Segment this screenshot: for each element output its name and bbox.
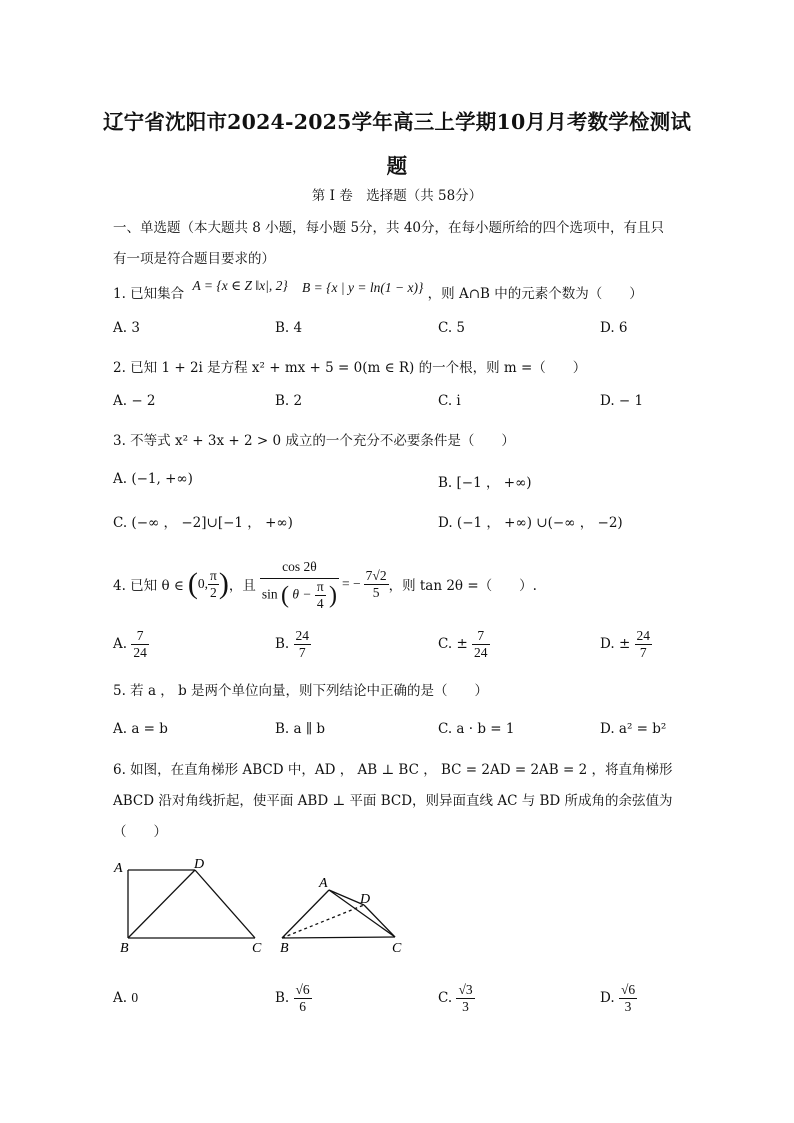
q6-b-num: √6 bbox=[295, 982, 310, 997]
q4-pi-over-2 bbox=[208, 568, 219, 601]
q4-a-fraction bbox=[131, 628, 149, 661]
q6-d-fraction bbox=[619, 982, 637, 1015]
q6-b-letter: B. bbox=[275, 990, 290, 1006]
q1-set-b: B = {x | y = ln(1 − x)} bbox=[302, 280, 424, 295]
q1-option-d[interactable]: D. 6 bbox=[600, 320, 628, 336]
q6-c-letter: C. bbox=[438, 990, 453, 1006]
edge-dc-folded bbox=[364, 905, 395, 937]
q4-b-den: 7 bbox=[298, 645, 306, 660]
label-b-left: B bbox=[120, 941, 129, 956]
q4-rhs-den: 5 bbox=[372, 584, 380, 600]
folded-figure bbox=[282, 890, 395, 938]
q4-d-fraction bbox=[635, 628, 653, 661]
q6-b-den: 6 bbox=[299, 999, 306, 1014]
trapezoid-figure bbox=[128, 870, 255, 938]
q4-four: 4 bbox=[316, 596, 324, 611]
q1-option-a[interactable]: A. 3 bbox=[113, 320, 140, 336]
edge-ba bbox=[282, 890, 329, 938]
label-a-right: A bbox=[319, 876, 328, 891]
title-line-1: 辽宁省沈阳市2024-2025学年高三上学期10月月考数学检测试 bbox=[102, 110, 692, 134]
q4-sin-den bbox=[260, 579, 339, 612]
q4-suffix: ，则 tan 2θ =（ ）. bbox=[388, 578, 537, 594]
label-c-right: C bbox=[392, 941, 402, 956]
q4-main-fraction bbox=[260, 556, 339, 612]
q4-option-a[interactable] bbox=[113, 628, 149, 661]
instructions-line-2: 有一项是符合题目要求的） bbox=[113, 251, 275, 267]
q6-option-c[interactable] bbox=[438, 982, 475, 1015]
q1-option-c[interactable]: C. 5 bbox=[438, 320, 466, 336]
title-line-2: 题 bbox=[386, 154, 408, 178]
q4-c-fraction bbox=[472, 628, 490, 661]
q4-b-num: 24 bbox=[295, 628, 310, 643]
q4-a-den: 24 bbox=[133, 645, 147, 660]
q4-interval-left: 0, bbox=[197, 576, 208, 591]
q4-prefix: 4. 已知 θ ∈ bbox=[113, 578, 184, 594]
question-6-stem-line-1: 6. 如图，在直角梯形 ABCD 中，AD ， AB ⊥ BC ， BC = 2AD = 2AB = 2 ，将直角梯形 bbox=[113, 762, 673, 778]
q4-den-open-paren: ( bbox=[280, 582, 289, 609]
q4-option-c[interactable] bbox=[438, 628, 490, 661]
q6-d-den: 3 bbox=[624, 999, 632, 1014]
q6-option-b[interactable] bbox=[275, 982, 312, 1015]
q4-rhs-num: 7√2 bbox=[365, 567, 387, 583]
label-d-right: D bbox=[360, 892, 371, 907]
q4-two: 2 bbox=[210, 584, 217, 600]
q6-d-num: √6 bbox=[620, 982, 636, 997]
q2-option-d[interactable]: D. − 1 bbox=[600, 393, 644, 409]
q4-c-num: 7 bbox=[472, 628, 490, 645]
question-6-stem-line-3: （ ） bbox=[113, 824, 167, 840]
q4-pi-2: π bbox=[316, 579, 324, 594]
q4-d-num: 24 bbox=[636, 628, 651, 643]
q4-option-d[interactable] bbox=[600, 628, 652, 661]
q5-option-b[interactable]: B. a ∥ b bbox=[275, 721, 326, 737]
q4-c-letter: C. bbox=[438, 636, 453, 652]
q4-equals: = − bbox=[342, 576, 361, 591]
q2-option-b[interactable]: B. 2 bbox=[275, 393, 303, 409]
q4-given: ，且 bbox=[228, 578, 256, 594]
label-d-left: D bbox=[194, 857, 205, 872]
q6-c-num: √3 bbox=[458, 982, 473, 997]
question-6-stem-line-2: ABCD 沿对角线折起，使平面 ABD ⊥ 平面 BCD，则异面直线 AC 与 BD 所成角的余弦值为 bbox=[113, 793, 673, 809]
label-c-left: C bbox=[252, 941, 262, 956]
instructions-line-1: 一、单选题（本大题共 8 小题，每小题 5分，共 40分，在每小题所给的四个选项中，有且只 bbox=[113, 220, 665, 236]
q2-option-c[interactable]: C. i bbox=[438, 393, 461, 409]
q6-c-den: 3 bbox=[462, 999, 469, 1014]
q4-b-letter: B. bbox=[275, 636, 290, 652]
q6-option-a[interactable] bbox=[113, 990, 138, 1006]
question-3-stem: 3. 不等式 x² + 3x + 2 > 0 成立的一个充分不必要条件是（ ） bbox=[113, 433, 515, 449]
q6-a-letter: A. bbox=[113, 990, 128, 1006]
label-b-right: B bbox=[280, 941, 289, 956]
q4-theta-minus: θ − bbox=[292, 586, 312, 602]
q4-sin: sin bbox=[261, 586, 278, 602]
q5-option-a[interactable]: A. a = b bbox=[113, 721, 168, 737]
q4-den-close-paren: ) bbox=[329, 582, 338, 609]
q2-option-a[interactable]: A. − 2 bbox=[113, 393, 156, 409]
q6-figure bbox=[110, 850, 430, 960]
label-a-left: A bbox=[114, 861, 123, 876]
q4-pi: π bbox=[210, 567, 217, 583]
edge-bd-hidden bbox=[282, 905, 364, 938]
q3-option-a[interactable]: A. (−1, +∞) bbox=[113, 471, 193, 487]
q1-set-a: A = {x ∈ Z ‖x|, 2} bbox=[192, 278, 288, 293]
q4-d-den: 7 bbox=[639, 645, 647, 660]
question-1-stem bbox=[113, 278, 643, 302]
q4-b-fraction bbox=[294, 628, 312, 661]
q4-rhs-fraction bbox=[364, 568, 389, 601]
q5-option-c[interactable]: C. a · b = 1 bbox=[438, 721, 515, 737]
q4-open-paren: ( bbox=[187, 567, 198, 600]
q6-b-fraction bbox=[294, 982, 312, 1015]
q4-a-num: 7 bbox=[131, 628, 149, 645]
q4-a-letter: A. bbox=[113, 636, 128, 652]
q1-suffix: ，则 A∩B 中的元素个数为（ ） bbox=[427, 286, 643, 302]
q6-a-value: 0 bbox=[131, 990, 139, 1005]
q6-c-fraction bbox=[456, 982, 474, 1015]
q4-close-paren: ) bbox=[218, 567, 229, 600]
question-4-stem bbox=[113, 552, 537, 616]
q5-option-d[interactable]: D. a² = b² bbox=[600, 721, 667, 737]
q4-d-letter: D. bbox=[600, 636, 615, 652]
q3-option-b[interactable]: B. [−1 ， +∞) bbox=[438, 475, 532, 491]
section-heading: 第 I 卷 选择题（共 58分） bbox=[311, 188, 483, 204]
q6-option-d[interactable] bbox=[600, 982, 637, 1015]
q1-prefix: 1. 已知集合 bbox=[113, 286, 185, 302]
q4-pi-over-4 bbox=[315, 579, 326, 612]
q3-option-c[interactable]: C. (−∞ ， −2]∪[−1 ， +∞) bbox=[113, 515, 293, 531]
q4-cos-num: cos 2θ bbox=[260, 556, 339, 579]
q6-d-letter: D. bbox=[600, 990, 615, 1006]
q4-option-b[interactable] bbox=[275, 628, 311, 661]
q4-d-sign: ± bbox=[618, 636, 631, 652]
edge-dc bbox=[195, 870, 255, 938]
q4-c-sign: ± bbox=[456, 636, 468, 652]
question-5-stem: 5. 若 a ， b 是两个单位向量，则下列结论中正确的是（ ） bbox=[113, 683, 489, 699]
question-2-stem: 2. 已知 1 + 2i 是方程 x² + mx + 5 = 0(m ∈ R) 的一个根，则 m =（ ） bbox=[113, 360, 587, 376]
edge-bc-folded bbox=[282, 937, 395, 938]
diagonal-bd bbox=[128, 870, 195, 938]
q1-option-b[interactable]: B. 4 bbox=[275, 320, 303, 336]
document-title bbox=[40, 100, 754, 188]
q4-c-den: 24 bbox=[474, 645, 488, 660]
q3-option-d[interactable]: D. (−1 ， +∞) ∪(−∞ ， −2) bbox=[438, 515, 623, 531]
